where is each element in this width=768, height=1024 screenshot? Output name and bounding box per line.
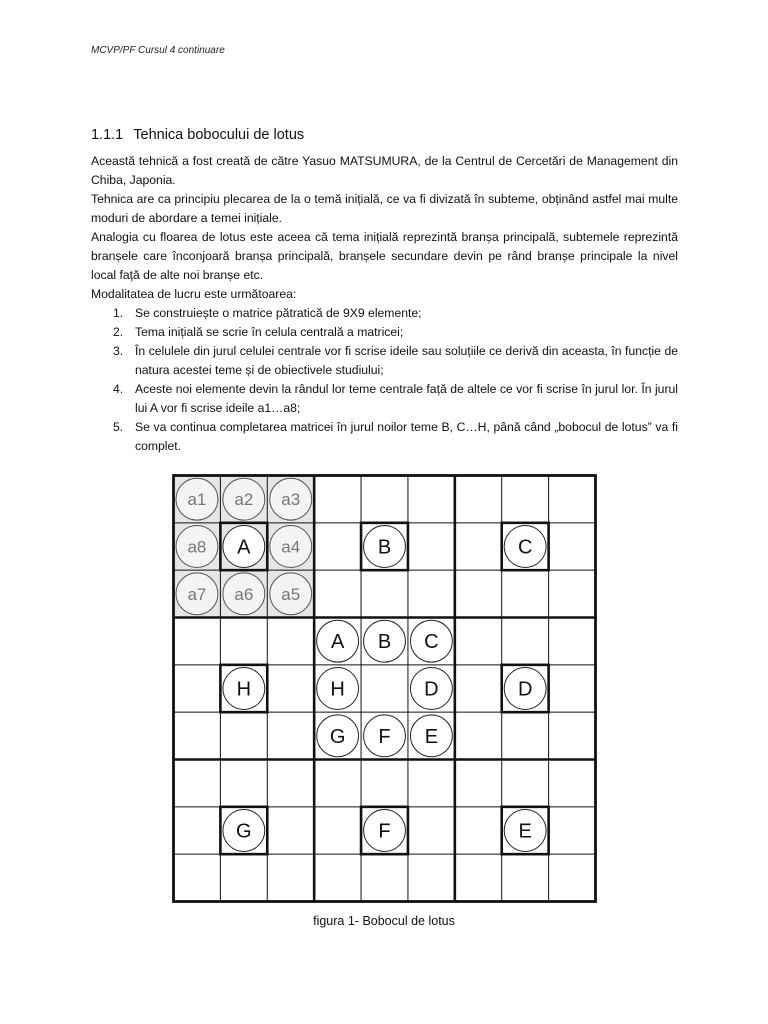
figure-caption: figura 1- Bobocul de lotus [313,914,455,928]
list-item-text: Se construiește o matrice pătratică de 9X9 elemente; [135,306,422,320]
paragraph: Modalitatea de lucru este următoarea: [91,287,297,301]
body-text [91,152,678,456]
theme-label: B [377,631,392,654]
list-item-text: Aceste noi elemente devin la rândul lor teme centrale față de altele ce vor fi scrise în jurul lor. În jurul lui A vor fi scrise ideile a1…a8; [135,382,678,415]
sub-idea-label: a2 [234,490,254,510]
theme-label: A [330,631,345,654]
sub-idea-label: a5 [281,584,301,604]
theme-label: D [424,678,439,701]
list-item-number: 3. [113,344,124,358]
theme-label: H [330,678,345,701]
theme-label: C [517,536,533,559]
list-item-number: 5. [113,420,124,434]
sub-idea-label: a3 [281,490,301,510]
steps-list [91,304,678,456]
list-item [91,418,678,456]
paragraph: Analogia cu floarea de lotus este aceea că tema inițială reprezintă branșa principală, subtemele reprezintă branșele care înconjoară branșa principală, branșele secundare devin pe rând branșe principale la nivel local față de alte noi branșe etc. [91,230,678,282]
list-item-number: 4. [113,382,124,396]
theme-label: F [378,820,391,843]
section-number: 1.1.1 [91,127,124,143]
list-item-text: Se va continua completarea matricei în jurul noilor teme B, C…H, până când „bobocul de lotus” va fi complet. [135,420,678,453]
list-item [91,342,678,380]
sub-idea-label: a6 [234,584,254,604]
theme-label: A [237,536,251,559]
list-item-text: Tema inițială se scrie în celula centrală a matricei; [135,325,404,339]
sub-idea-label: a8 [187,537,207,557]
paragraph: Această tehnică a fost creată de către Yasuo MATSUMURA, de la Centrul de Cercetări de Management din Chiba, Japonia. [91,154,678,187]
section-heading [91,127,304,143]
section-title: Tehnica bobocului de lotus [133,127,305,143]
list-item [91,304,678,323]
list-item-number: 1. [113,306,124,320]
page-header: MCVP/PF Cursul 4 continuare [91,45,225,56]
list-item [91,380,678,418]
theme-label: E [518,820,532,843]
theme-label: C [424,631,439,654]
theme-label: G [236,820,252,843]
theme-label: G [329,725,346,748]
sub-idea-label: a1 [187,490,207,510]
paragraph: Tehnica are ca principiu plecarea de la o temă inițială, ce va fi divizată în subteme, obținând astfel mai multe moduri de abordare a temei inițiale. [91,192,678,225]
theme-label: B [377,536,392,559]
lotus-grid-figure [172,474,597,903]
list-item-number: 2. [113,325,124,339]
list-item-text: În celulele din jurul celulei centrale vor fi scrise ideile sau soluțiile ce derivă din aceasta, în funcție de natura acestei teme și de obiectivele studiului; [135,344,678,377]
list-item [91,323,678,342]
sub-idea-label: a4 [281,537,301,557]
lotus-grid [172,474,597,903]
sub-idea-label: a7 [187,584,207,604]
theme-label: F [378,725,391,748]
theme-label: E [424,725,439,748]
theme-label: H [236,678,252,701]
theme-label: D [517,678,533,701]
